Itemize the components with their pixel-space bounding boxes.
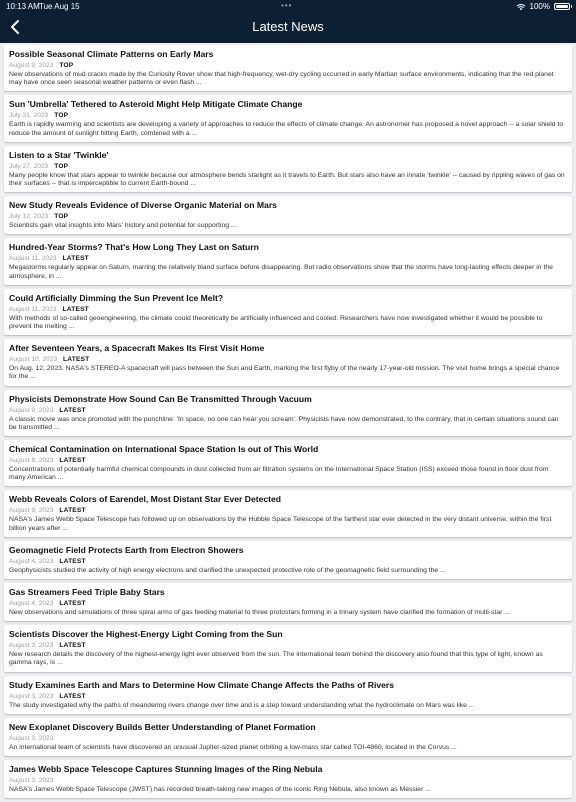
- article-date: August 4, 2023: [9, 600, 54, 608]
- article-summary: NASA's James Webb Space Telescope has followed up on observations by the Hubble Space Telescope of the farthest star ever detected in the very distant universe, within the first billion years after ...: [9, 516, 552, 532]
- article-date: July 31, 2023: [9, 112, 49, 120]
- article-meta: [9, 162, 566, 171]
- wifi-icon: [516, 3, 526, 11]
- article-summary: NASA's James Webb Space Telescope (JWST) has recorded breath-taking new images of the iconic Ring Nebula, also known as Messier ...: [9, 786, 431, 794]
- article-title[interactable]: Listen to a Star 'Twinkle': [9, 149, 109, 160]
- article-meta: [9, 305, 566, 314]
- article-meta: [9, 734, 566, 743]
- article-date: August 9, 2023: [9, 62, 54, 69]
- article-title[interactable]: After Seventeen Years, a Spacecraft Makes Its First Visit Home: [9, 343, 265, 354]
- article-summary: Concentrations of potentially harmful chemical compounds in dust collected from air filtration systems on the International Space Station (ISS) exceed those found in floor dust from many American ...: [9, 466, 549, 482]
- article-tag: TOP: [54, 213, 69, 221]
- article-date: August 9, 2023: [9, 507, 54, 515]
- article-summary: Geophysicists studied the activity of high energy electrons and clarified the unexpected protective role of the geomagnetic field surrounding the ...: [9, 566, 446, 574]
- article-date: August 4, 2023: [9, 557, 54, 565]
- article-meta: [9, 254, 566, 263]
- article-tag: LATEST: [59, 507, 86, 515]
- news-article-card[interactable]: [4, 625, 572, 671]
- article-date: August 3, 2023: [9, 642, 54, 650]
- article-title[interactable]: Sun 'Umbrella' Tethered to Asteroid Might Help Mitigate Climate Change: [9, 99, 303, 110]
- page-title: Latest News: [252, 19, 324, 34]
- article-title[interactable]: New Exoplanet Discovery Builds Better Understanding of Planet Formation: [9, 721, 316, 732]
- article-title[interactable]: Webb Reveals Colors of Earendel, Most Distant Star Ever Detected: [9, 494, 282, 505]
- article-title[interactable]: James Webb Space Telescope Captures Stunning Images of the Ring Nebula: [9, 764, 323, 775]
- article-meta: [9, 111, 566, 120]
- news-article-card[interactable]: [4, 583, 572, 621]
- article-meta: [9, 641, 566, 650]
- status-time: 10:13 AM: [6, 2, 40, 11]
- article-title[interactable]: Study Examines Earth and Mars to Determine How Climate Change Affects the Paths of Rivers: [9, 679, 395, 690]
- battery-icon: [554, 3, 570, 10]
- article-meta: [9, 557, 566, 566]
- article-tag: LATEST: [62, 255, 89, 263]
- news-article-card[interactable]: [4, 676, 572, 714]
- article-summary: Many people know that stars appear to twinkle because our atmosphere bends starlight as it travels to Earth. But stars also have an innate 'twinkle' -- caused by rippling waves of gas on their surfaces -- that is imperceptible to current Earth-bound ...: [9, 171, 565, 188]
- news-article-card[interactable]: [4, 95, 572, 141]
- article-title[interactable]: Scientists Discover the Highest-Energy Light Coming from the Sun: [9, 629, 283, 640]
- article-tag: LATEST: [62, 305, 89, 313]
- news-article-card[interactable]: [4, 718, 572, 756]
- article-meta: [9, 406, 566, 415]
- navigation-bar: [0, 13, 576, 43]
- article-meta: [9, 61, 566, 70]
- news-article-card[interactable]: [4, 339, 572, 385]
- article-summary: A classic movie was once promoted with the punchline: 'In space, no one can hear you scream'. Physicists have now demonstrated, to the contrary, that in certain situations sound can be transmitted ...: [9, 415, 559, 431]
- article-title[interactable]: Physicists Demonstrate How Sound Can Be Transmitted Through Vacuum: [9, 393, 312, 404]
- article-date: August 11, 2023: [9, 305, 57, 313]
- battery-percentage: 100%: [529, 2, 550, 11]
- article-title[interactable]: Could Artificially Dimming the Sun Prevent Ice Melt?: [9, 292, 224, 303]
- news-article-card[interactable]: [4, 440, 572, 486]
- article-tag: LATEST: [59, 692, 86, 700]
- article-meta: [9, 355, 566, 364]
- article-tag: LATEST: [59, 642, 86, 650]
- article-title[interactable]: Possible Seasonal Climate Patterns on Early Mars: [9, 49, 214, 59]
- article-meta: [9, 506, 566, 515]
- article-date: July 12, 2023: [9, 213, 49, 221]
- app-header: [0, 0, 576, 43]
- article-summary: The study investigated why the paths of meandering rivers change over time and is a step toward understanding what the hydroclimate on Mars was like ...: [9, 701, 475, 709]
- article-meta: [9, 692, 566, 701]
- article-meta: [9, 776, 566, 785]
- article-date: August 10, 2023: [9, 356, 58, 364]
- multitasking-dots-icon[interactable]: •••: [281, 1, 293, 10]
- article-summary: With methods of so-called geoengineering, the climate could theoretically be artificially influenced and cooled. Researchers have now investigated whether it would be possible to prevent the melting ...: [9, 314, 543, 331]
- article-tag: TOP: [54, 162, 69, 170]
- article-summary: Megastorms regularly appear on Saturn, marring the relatively bland surface before disappearing. But radio observations show that the storms have long-lasting effects deeper in the atmosphere, in ...: [9, 264, 553, 280]
- article-date: August 3, 2023: [9, 734, 54, 742]
- news-article-card[interactable]: [4, 196, 572, 234]
- news-list[interactable]: [4, 45, 572, 802]
- status-date: Tue Aug 15: [39, 2, 80, 11]
- article-meta: [9, 456, 566, 465]
- article-date: August 3, 2023: [9, 692, 54, 700]
- status-indicators: [516, 2, 570, 11]
- article-title[interactable]: Hundred-Year Storms? That's How Long They Last on Saturn: [9, 242, 259, 253]
- article-date: August 9, 2023: [9, 406, 54, 414]
- article-summary: On Aug. 12, 2023, NASA's STEREO-A spacecraft will pass between the Sun and Earth, marking the first flyby of the nearly 17-year-old mission. The visit home brings a special chance for the ...: [9, 365, 560, 381]
- article-summary: Earth is rapidly warming and scientists are developing a variety of approaches to reduce the effects of climate change. An astronomer has proposed a novel approach -- a solar shield to reduce the amount of sunlight hitting Earth, combined with a ...: [9, 121, 564, 137]
- news-article-card[interactable]: [4, 146, 572, 192]
- article-tag: LATEST: [59, 557, 86, 565]
- article-tag: LATEST: [59, 406, 86, 414]
- article-tag: TOP: [54, 112, 69, 120]
- article-meta: [9, 599, 566, 608]
- news-article-card[interactable]: [4, 390, 572, 436]
- article-date: August 8, 2023: [9, 457, 54, 465]
- article-date: July 27, 2023: [9, 162, 49, 170]
- news-article-card[interactable]: [4, 45, 572, 91]
- article-meta: [9, 212, 566, 221]
- news-article-card[interactable]: [4, 541, 572, 579]
- news-article-card[interactable]: [4, 289, 572, 335]
- article-title[interactable]: Chemical Contamination on International Space Station Is out of This World: [9, 444, 319, 455]
- article-summary: New research details the discovery of the highest-energy light ever observed from the sun. The international team behind the discovery also found that this type of light, known as gamma rays, is ...: [9, 651, 543, 667]
- news-article-card[interactable]: [4, 238, 572, 284]
- news-article-card[interactable]: [4, 760, 572, 798]
- article-summary: New observations of mud cracks made by the Curiosity Rover show that high-frequency, wet-dry cycling occurred in early Martian surface environments, indicating that the red planet may have once seen seasonal weather patterns or even flash ...: [9, 71, 554, 87]
- status-bar: [0, 0, 576, 12]
- article-title[interactable]: New Study Reveals Evidence of Diverse Organic Material on Mars: [9, 200, 277, 211]
- article-title[interactable]: Geomagnetic Field Protects Earth from Electron Showers: [9, 544, 244, 555]
- article-summary: New observations and simulations of three spiral arms of gas feeding material to three protostars forming in a trinary system have clarified the formation of multi-star ...: [9, 609, 510, 617]
- article-tag: LATEST: [59, 600, 86, 608]
- article-date: August 3, 2023: [9, 777, 54, 785]
- article-date: August 11, 2023: [9, 255, 57, 263]
- article-tag: TOP: [59, 62, 74, 69]
- article-tag: LATEST: [63, 356, 90, 364]
- article-title[interactable]: Gas Streamers Feed Triple Baby Stars: [9, 587, 165, 598]
- article-tag: LATEST: [59, 457, 86, 465]
- news-article-card[interactable]: [4, 490, 572, 536]
- article-summary: Scientists gain vital insights into Mars' history and potential for supporting ...: [9, 222, 237, 230]
- article-summary: An international team of scientists have discovered an unusual Jupiter-sized planet orbiting a low-mass star called TOI-4860, located in the Corvus ...: [9, 743, 457, 751]
